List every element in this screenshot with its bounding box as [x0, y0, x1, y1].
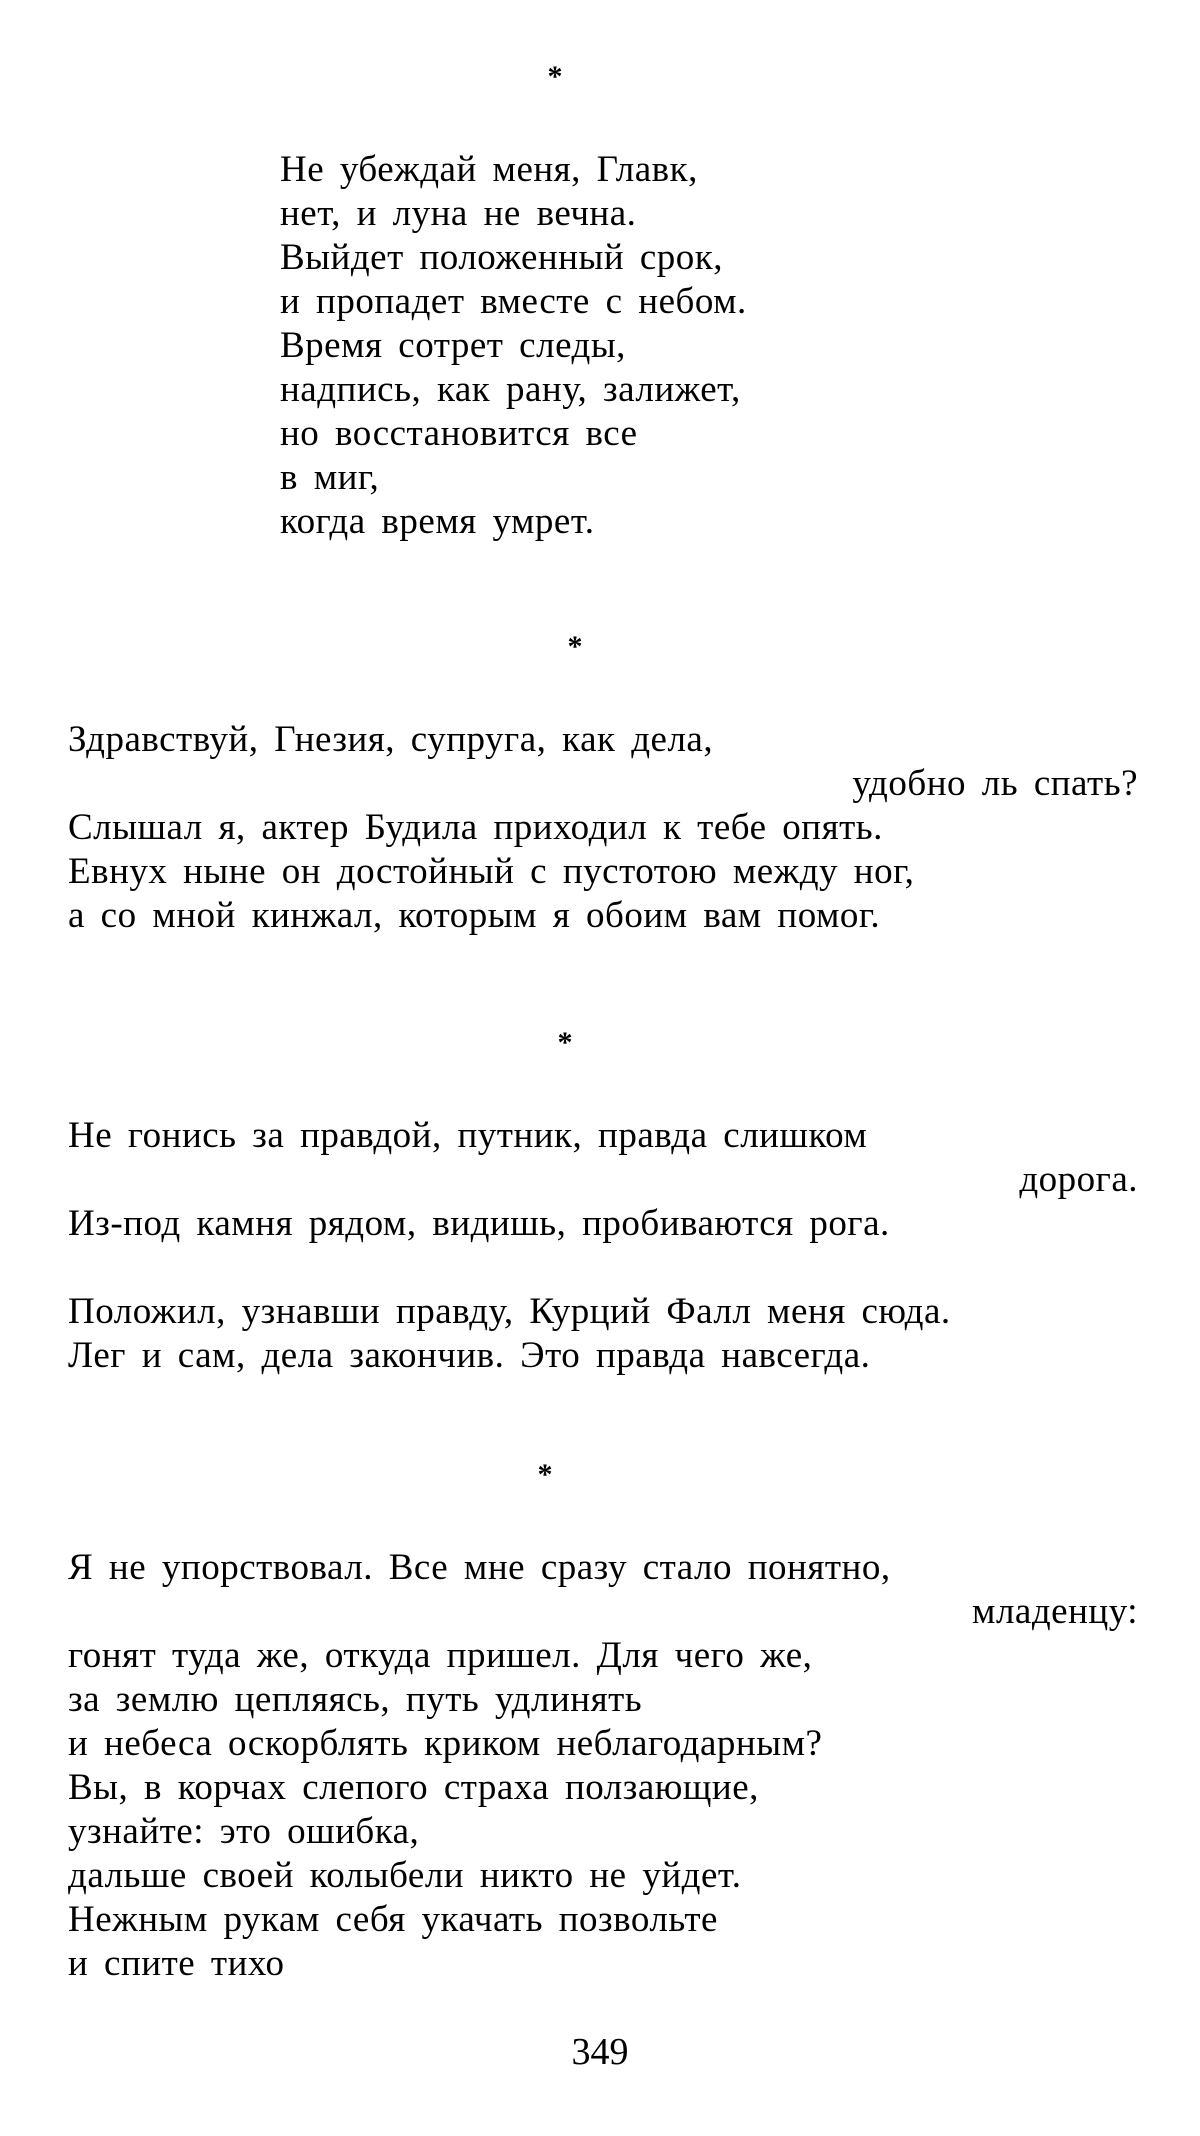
page-number: 349: [571, 2031, 629, 2073]
poem-line-continuation: младенцу:: [972, 1591, 1138, 1632]
poem-line: в миг,: [280, 457, 380, 498]
poem-line: и спите тихо: [68, 1943, 285, 1984]
poem-1: [280, 148, 747, 544]
poem-4: [68, 1546, 1138, 1986]
poem-line: Из-под камня рядом, видишь, пробиваются рога.: [68, 1203, 890, 1244]
poem-line: надпись, как рану, залижет,: [280, 369, 741, 410]
section-asterisk-4: *: [537, 1458, 553, 1491]
poem-line: Не гонись за правдой, путник, правда слишком: [68, 1115, 868, 1156]
poem-line: Лег и сам, дела закончив. Это правда навсегда.: [68, 1335, 871, 1376]
poem-3: [68, 1114, 1138, 1378]
poem-line: Время сотрет следы,: [280, 325, 626, 366]
section-asterisk-3: *: [557, 1026, 573, 1059]
poem-line: гонят туда же, откуда пришел. Для чего же,: [68, 1635, 813, 1676]
poem-line: Не убеждай меня, Главк,: [280, 149, 698, 190]
poem-line: узнайте: это ошибка,: [68, 1811, 420, 1852]
poem-line: и пропадет вместе с небом.: [280, 281, 747, 322]
poem-line: Нежным рукам себя укачать позвольте: [68, 1899, 718, 1940]
poem-line: Я не упорствовал. Все мне сразу стало понятно,: [68, 1547, 891, 1588]
poem-line-continuation: дорога.: [1019, 1159, 1138, 1200]
section-asterisk-2: *: [567, 630, 583, 663]
poem-line: Положил, узнавши правду, Курций Фалл меня сюда.: [68, 1291, 951, 1332]
poem-2: [68, 718, 1138, 938]
poem-line: нет, и луна не вечна.: [280, 193, 637, 234]
section-asterisk-1: *: [547, 60, 563, 93]
stanza-gap: [68, 1246, 1138, 1290]
poem-line: когда время умрет.: [280, 501, 595, 542]
poem-line: но восстановится все: [280, 413, 638, 454]
poem-line: Здравствуй, Гнезия, супруга, как дела,: [68, 719, 714, 760]
poem-line: Евнух ныне он достойный с пустотою между ног,: [68, 851, 915, 892]
poem-line: Вы, в корчах слепого страха ползающие,: [68, 1767, 759, 1808]
poem-line: и небеса оскорблять криком неблагодарным?: [68, 1723, 823, 1764]
poem-line: за землю цепляясь, путь удлинять: [68, 1679, 643, 1720]
poem-line: а со мной кинжал, которым я обоим вам помог.: [68, 895, 881, 936]
poem-line-continuation: удобно ль спать?: [852, 763, 1138, 804]
poem-line: Выйдет положенный срок,: [280, 237, 724, 278]
poem-line: дальше своей колыбели никто не уйдет.: [68, 1855, 742, 1896]
poem-line: Слышал я, актер Будила приходил к тебе опять.: [68, 807, 883, 848]
